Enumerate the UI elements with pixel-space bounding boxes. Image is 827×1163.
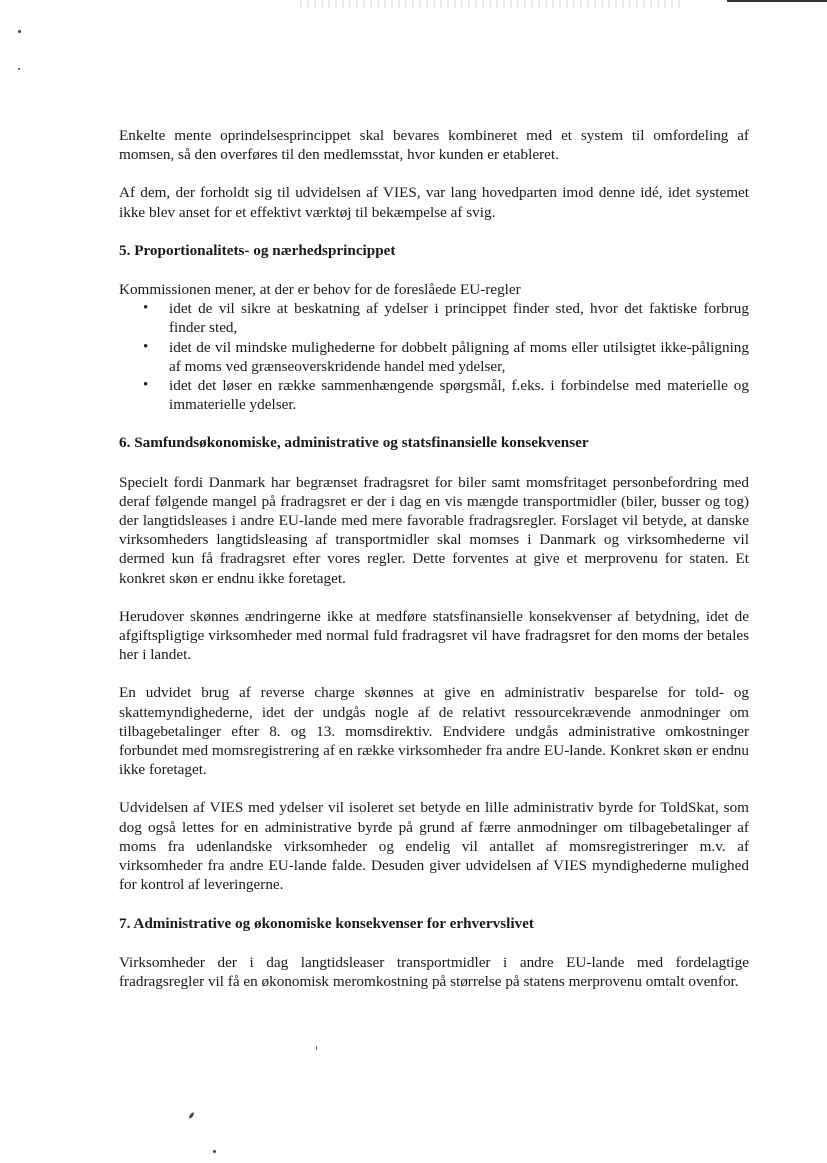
document-body: [119, 126, 749, 1010]
scan-speck: [213, 1150, 216, 1153]
paragraph: Herudover skønnes ændringerne ikke at medføre statsfinansielle konsekvenser af betydning, idet de afgiftspligtige virksomheder med normal fuld fradragsret vil have fradragsret for den moms der betales her i landet.: [119, 607, 749, 664]
bullet-list: [119, 299, 749, 414]
paragraph: Specielt fordi Danmark har begrænset fradragsret for biler samt momsfritaget personbefordring med deraf følgende mangel på fradragsret er der i dag en vis mængde transportmidler (biler, busser og tog) der langtidsleases i andre EU-lande med mere favorable fradragsregler. Forslaget vil betyde, at danske virksomheders langtidsleasing af transportmidler skal momses i Danmark og virksomhederne vil dermed kun få fradragsret efter vores regler. Dette forventes at give et merprovenu for staten. Et konkret skøn er endnu ikke foretaget.: [119, 473, 749, 587]
scan-smudge: [300, 0, 680, 8]
paragraph: Virksomheder der i dag langtidsleaser transportmidler i andre EU-lande med fordelagtige fradragsregler vil få en økonomisk meromkostning på størrelse på statens merprovenu omtalt ovenfor.: [119, 953, 749, 990]
paragraph: Kommissionen mener, at der er behov for de foreslåede EU-regler: [119, 281, 521, 299]
paragraph: Enkelte mente oprindelsesprincippet skal bevares kombineret med et system til omfordeling af momsen, så den overføres til den medlemsstat, hvor kunden er etableret.: [119, 127, 749, 164]
paragraph: Udvidelsen af VIES med ydelser vil isoleret set betyde en lille administrativ byrde for ToldSkat, som dog også lettes for en administrative byrde på grund af færre anmodninger om tilbagebetalinger af moms fra udenlandske virksomheder og endelig vil antallet af momsregistreringer m.v. af virksomheder fra andre EU-lande falde. Desuden giver udvidelsen af VIES myndighederne mulighed for kontrol af leveringerne.: [119, 799, 749, 894]
paragraph: Af dem, der forholdt sig til udvidelsen af VIES, var lang hovedparten imod denne idé, idet systemet ikke blev anset for et effektivt værktøj til bekæmpelse af svig.: [119, 184, 749, 221]
scan-edge-line: [727, 0, 827, 2]
scan-speck: [18, 30, 21, 33]
list-item: • idet de vil sikre at beskatning af ydelser i princippet finder sted, hvor det faktiske forbrug finder sted,: [119, 299, 749, 337]
paragraph: En udvidet brug af reverse charge skønnes at give en administrativ besparelse for told- og skattemyndighederne, idet der undgås nogle af de relativt ressourcekrævende anmodninger om tilbagebetalinger efter 8. og 13. momsdirektiv. Endvidere undgås administrative omkostninger forbundet med momsregistrering af en række virksomheder fra andre EU-lande. Konkret skøn er endnu ikke foretaget.: [119, 684, 749, 779]
scan-speck: [316, 1046, 317, 1050]
scan-speck: [188, 1112, 194, 1119]
scan-speck: [18, 68, 20, 70]
list-item: • idet det løser en række sammenhængende spørgsmål, f.eks. i forbindelse med materielle og immaterielle ydelser.: [119, 376, 749, 414]
section-heading: 5. Proportionalitets- og nærhedsprincippet: [119, 241, 396, 259]
section-heading: 6. Samfundsøkonomiske, administrative og statsfinansielle konsekvenser: [119, 434, 589, 452]
list-item: • idet de vil mindske mulighederne for dobbelt påligning af moms eller utilsigtet ikke-påligning af moms ved grænseoverskridende handel med ydelser,: [119, 338, 749, 376]
section-heading: 7. Administrative og økonomiske konsekvenser for erhvervslivet: [119, 914, 534, 932]
